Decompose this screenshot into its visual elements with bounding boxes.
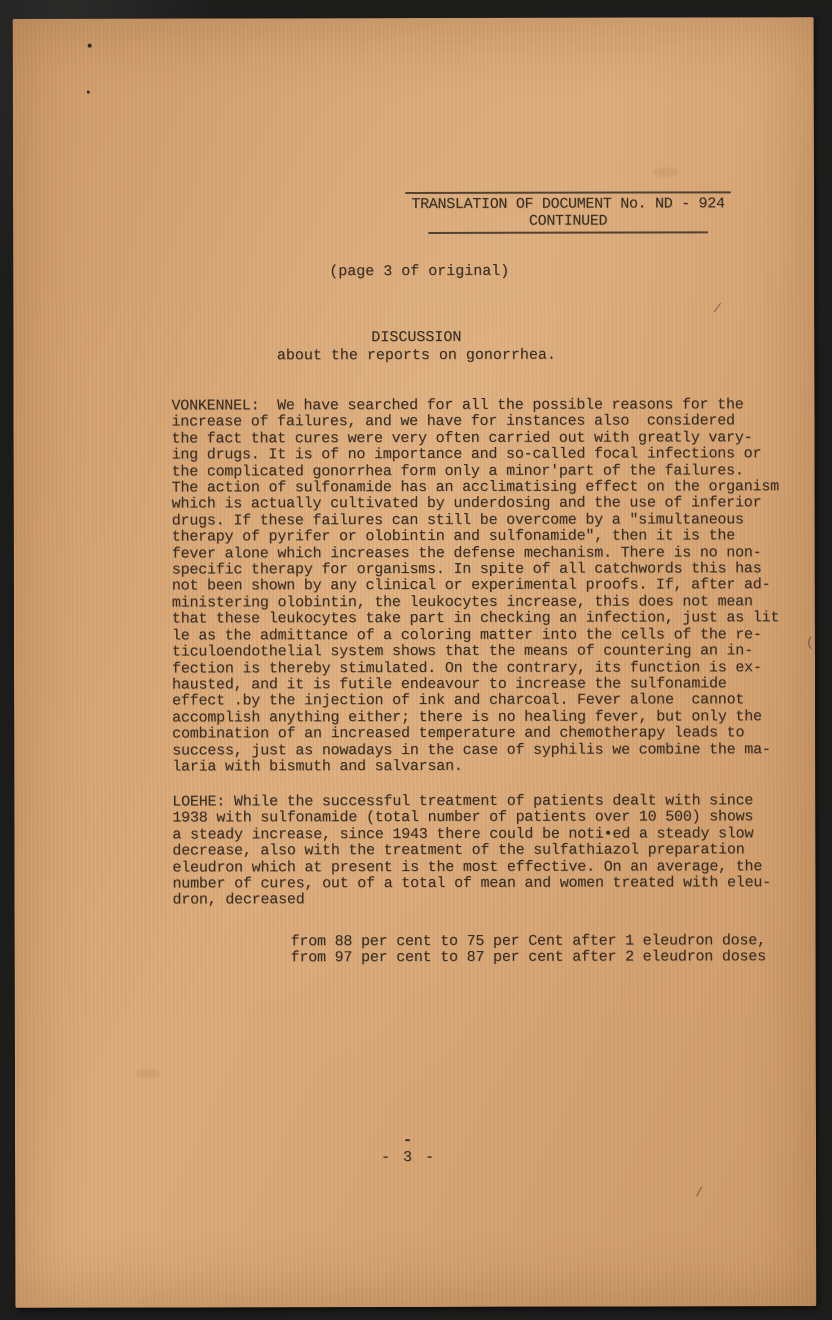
paper-speck — [87, 91, 90, 94]
header-continued: CONTINUED — [528, 212, 608, 230]
document-page — [13, 17, 817, 1308]
stray-pen-mark: ( — [805, 635, 814, 651]
paragraph-loehe: LOEHE: While the successful treatment of patients dealt with since 1938 with sulfonamide (total number of patients over 10 500) shows a steady increase, since 1943 there could be noti•ed a steady slow decrease, also with the treatment of the sulfathiazol preparation eleudron which at present is the most effective. On an average, the number of cures, out of a total of mean and women treated with eleu- dron, decreased — [172, 792, 771, 909]
page-of-original-note: (page 3 of original) — [329, 262, 510, 281]
header-bottom-rule — [428, 231, 708, 234]
footer-dash-mark: - — [402, 1132, 413, 1150]
paper-smudge — [653, 167, 679, 177]
document-header — [405, 191, 731, 234]
paper-speck — [88, 44, 92, 48]
paragraph-vonkennel: VONKENNEL: We have searched for all the possible reasons for the increase of failures, and we have for instances also considered the fact that cures were very often carried out with greatly vary- ing drugs. It is of no importance and so-called focal infections or the complicated gonorrhea form only a minor'part of the failures. The action of sulfonamide has an acclimatising effect on the organism which is actually cultivated by underdosing and the use of inferior drugs. If these failures can still be overcome by a "simultaneous therapy of pyrifer or olobintin and sulfonamide", then it is the fever alone which increases the defense mechanism. There is no non- specific therapy for organisms. In spite of all catchwords this has not been shown by any clinical or experimental proofs. If, after ad- ministering olobintin, the leukocytes increase, this does not mean that these leukocytes take part in checking an infection, just as lit le as the admittance of a coloring matter into the cells of the re- ticuloendothelial system shows that the means of countering an in- fection is thereby stimulated. On the contrary, its function is ex- hausted, and it is futile endeavour to increase the sulfonamide effect .by the injection of ink and charcoal. Fever alone cannot accomplish anything either; there is no healing fever, but only the combination of an increased temperature and chemotherapy leads to success, just as nowadays in the case of syphilis we combine the ma- laria with bismuth and salvarsan. — [171, 396, 780, 776]
section-title-block — [166, 328, 666, 365]
paper-smudge — [135, 1069, 161, 1079]
section-title: DISCUSSION — [371, 328, 462, 347]
stray-pen-mark: / — [695, 1185, 703, 1201]
dose-statistics: from 88 per cent to 75 per Cent after 1 eleudron dose, from 97 per cent to 87 per cent after 2 eleudron doses — [290, 932, 766, 967]
stray-pen-mark: / — [712, 300, 723, 317]
header-top-rule — [405, 191, 731, 194]
header-title: TRANSLATION OF DOCUMENT No. ND - 924 — [411, 195, 725, 214]
page-number: - 3 - — [381, 1148, 437, 1167]
section-subtitle: about the reports on gonorrhea. — [276, 346, 556, 365]
